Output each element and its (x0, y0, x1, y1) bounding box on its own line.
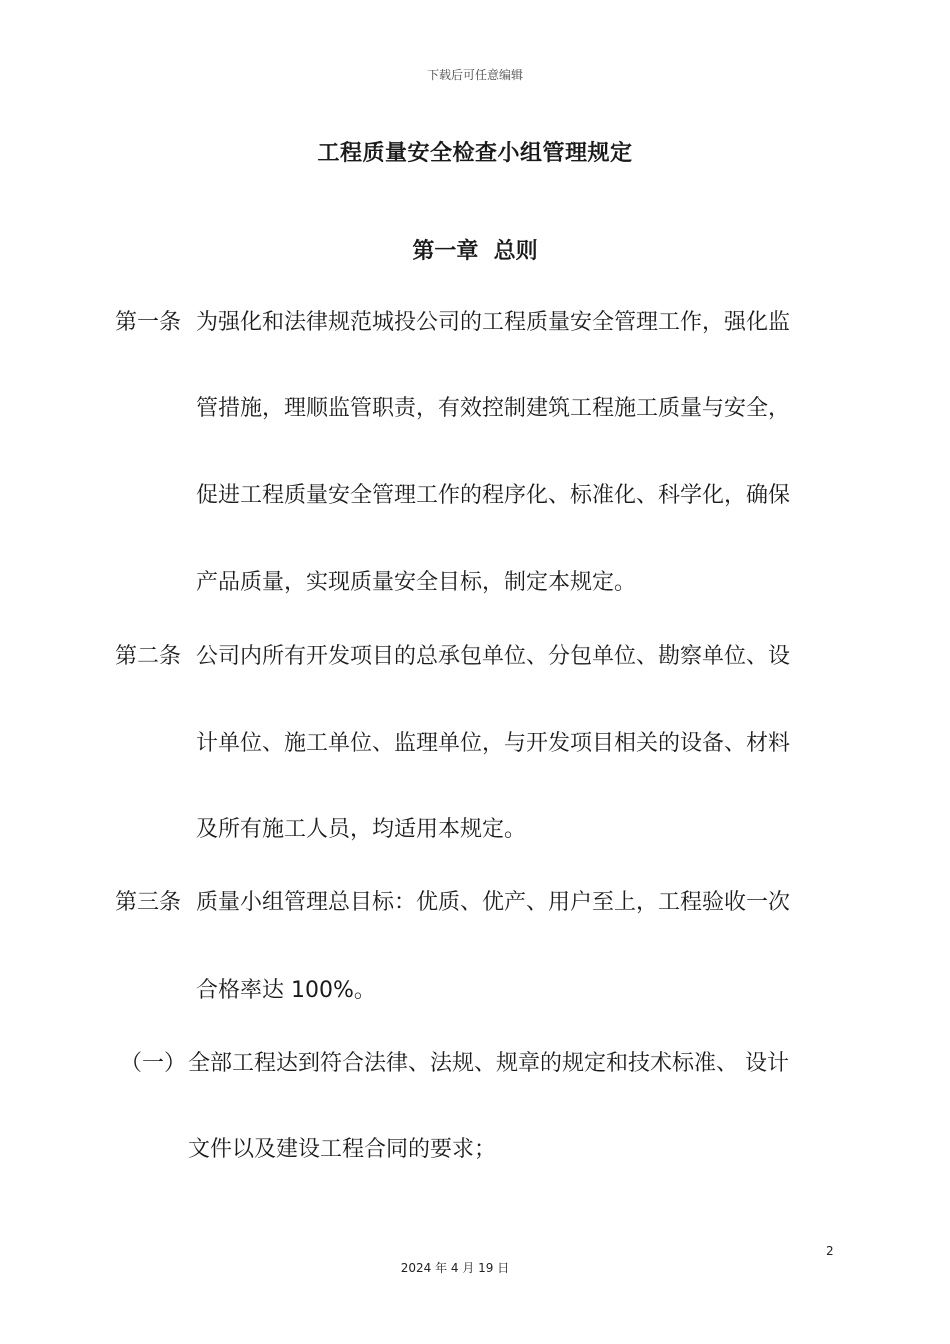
article-2-line-3: 及所有施工人员，均适用本规定。 (196, 817, 527, 842)
footer-date: 2024 年 4 月 19 日 (400, 1261, 510, 1275)
page-number: 2 (826, 1244, 834, 1258)
article-2-label: 第二条 (115, 644, 182, 669)
article-3-line-1: 质量小组管理总目标：优质、优产、用户至上，工程验收一次 (196, 890, 791, 915)
article-2-line-1: 公司内所有开发项目的总承包单位、分包单位、勘察单位、设 (196, 644, 791, 669)
article-1-line-2: 管措施，理顺监管职责，有效控制建筑工程施工质量与安全， (196, 396, 791, 421)
chapter-title: 第一章 总则 (412, 239, 538, 264)
article-1-label: 第一条 (115, 310, 182, 335)
article-3-line-2: 合格率达 100%。 (196, 978, 376, 1003)
article-1-line-3: 促进工程质量安全管理工作的程序化、标准化、科学化，确保 (196, 483, 791, 508)
document-title: 工程质量安全检查小组管理规定 (317, 141, 633, 166)
item-one-label: （一） (120, 1051, 187, 1076)
item-one-line-2: 文件以及建设工程合同的要求； (188, 1137, 497, 1162)
header-note: 下载后可任意编辑 (426, 68, 523, 82)
article-1-line-1: 为强化和法律规范城投公司的工程质量安全管理工作，强化监 (196, 310, 791, 335)
item-one-line-1: 全部工程达到符合法律、法规、规章的规定和技术标准、 设计 (188, 1051, 789, 1076)
article-3-label: 第三条 (115, 890, 182, 915)
article-2-line-2: 计单位、施工单位、监理单位，与开发项目相关的设备、材料 (196, 731, 791, 756)
article-1-line-4: 产品质量，实现质量安全目标，制定本规定。 (196, 570, 637, 595)
